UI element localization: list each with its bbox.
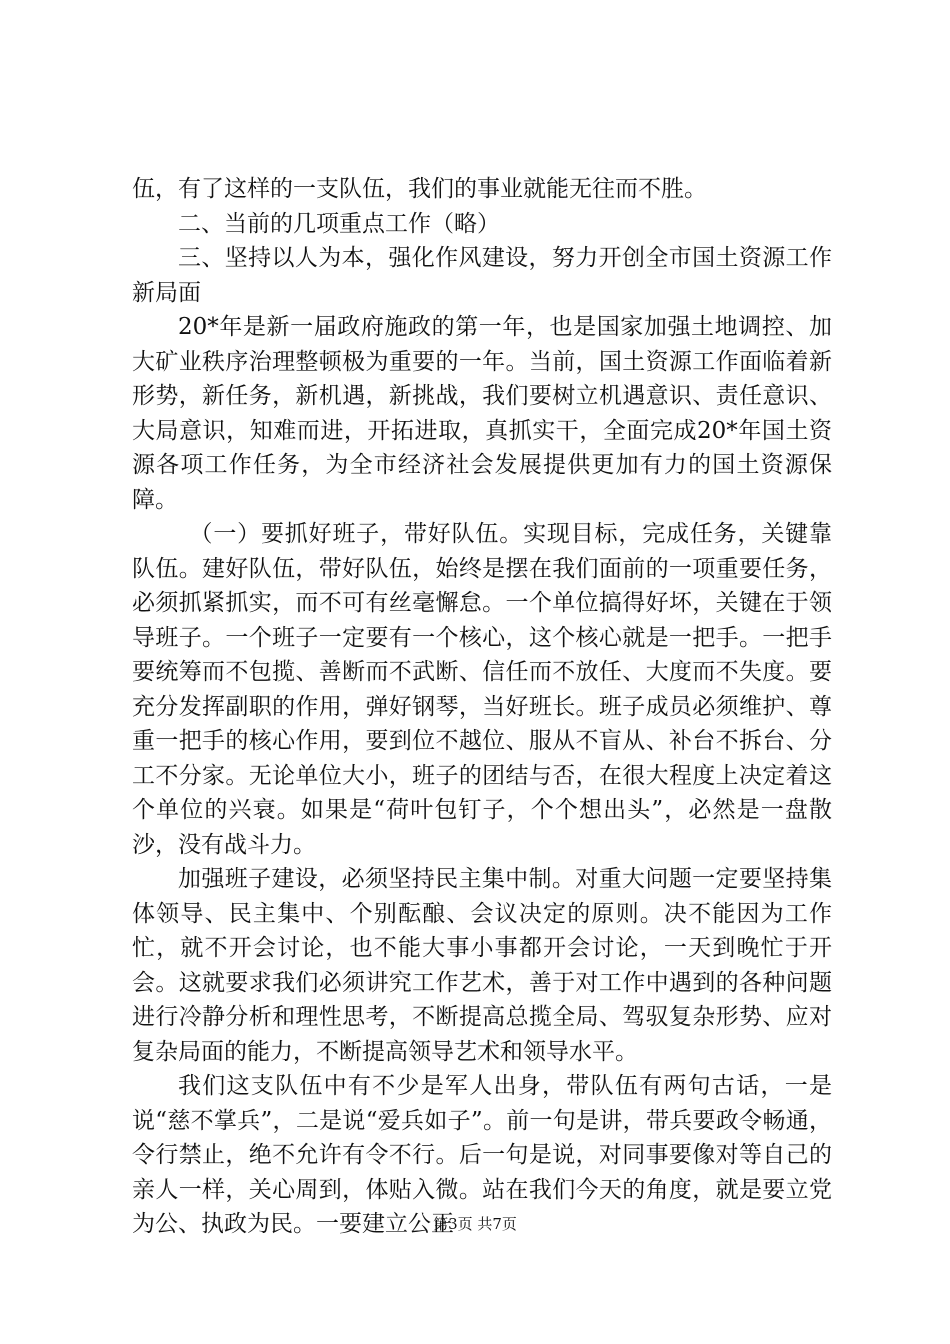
paragraph-subsection-1: （一）要抓好班子，带好队伍。实现目标，完成任务，关键靠队伍。建好队伍，带好队伍，始终是摆在我们面前的一项重要任务，必须抓紧抓实，而不可有丝毫懈怠。一个单位搞得好坏，关键在于领导班子。一个班子一定要有一个核心，这个核心就是一把手。一把手要统筹而不包揽、善断而不武断、信任而不放任、大度而不失度。要充分发挥副职的作用，弹好钢琴，当好班长。班子成员必须维护、尊重一把手的核心作用，要到位不越位、服从不盲从、补台不拆台、分工不分家。无论单位大小，班子的团结与否，在很大程度上决定着这个单位的兴衰。如果是“荷叶包钉子，个个想出头”，必然是一盘散沙，没有战斗力。 — [132, 521, 832, 858]
paragraph-continuation: 伍，有了这样的一支队伍，我们的事业就能无往而不胜。 — [132, 176, 707, 202]
section-heading-3: 三、坚持以人为本，强化作风建设，努力开创全市国土资源工作新局面 — [132, 245, 832, 306]
paragraph-team-leading: 我们这支队伍中有不少是军人出身，带队伍有两句古话，一是说“慈不掌兵”，二是说“爱兵如子”。前一句是讲，带兵要政令畅通，令行禁止，绝不允许有令不行。后一句是说，对同事要像对等自己的亲人一样，关心周到，体贴入微。站在我们今天的角度，就是要立党为公、执政为民。一要建立公正 — [132, 1073, 832, 1237]
page-footer: 第3页 共7页 — [433, 1215, 517, 1233]
body-text — [132, 172, 832, 1242]
paragraph-democratic-centralism: 加强班子建设，必须坚持民主集中制。对重大问题一定要坚持集体领导、民主集中、个别酝酿、会议决定的原则。决不能因为工作忙，就不开会讨论，也不能大事小事都开会讨论，一天到晚忙于开会。这就要求我们必须讲究工作艺术，善于对工作中遇到的各种问题进行冷静分析和理性思考，不断提高总揽全局、驾驭复杂形势、应对复杂局面的能力，不断提高领导艺术和领导水平。 — [132, 866, 832, 1065]
section-heading-2: 二、当前的几项重点工作（略） — [178, 210, 500, 237]
paragraph-intro: 20*年是新一届政府施政的第一年，也是国家加强土地调控、加大矿业秩序治理整顿极为重要的一年。当前，国土资源工作面临着新形势，新任务，新机遇，新挑战，我们要树立机遇意识、责任意识、大局意识，知难而进，开拓进取，真抓实干，全面完成20*年国土资源各项工作任务，为全市经济社会发展提供更加有力的国土资源保障。 — [132, 314, 832, 513]
